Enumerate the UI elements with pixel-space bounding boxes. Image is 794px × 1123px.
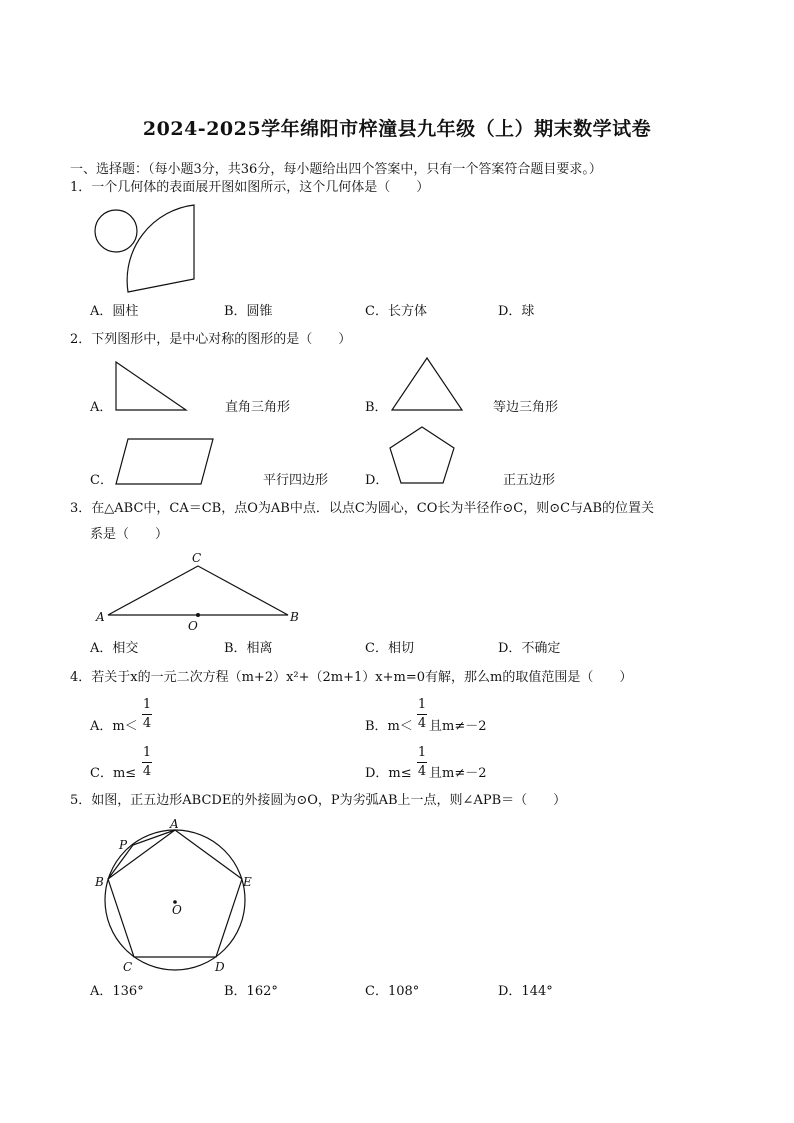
q4-d-numerator: 1 (417, 745, 427, 760)
q4-option-a[interactable]: A．m＜ (90, 719, 138, 734)
q3-option-d[interactable]: D．不确定 (498, 641, 561, 656)
q4-c-numerator: 1 (142, 745, 152, 760)
q2-option-c[interactable]: C． (90, 473, 113, 488)
page-title: 2024-2025学年绵阳市梓潼县九年级（上）期末数学试卷 (142, 118, 652, 140)
q4-a-numerator: 1 (142, 697, 152, 712)
q4-a-denominator: 4 (142, 716, 152, 731)
q5-option-d[interactable]: D．144° (498, 984, 553, 999)
q4-d-denominator: 4 (417, 764, 427, 779)
question-1-stem: 1．一个几何体的表面展开图如图所示，这个几何体是（ ） (70, 180, 430, 195)
q5-point-e-label: E (243, 875, 252, 889)
q2-option-a[interactable]: A． (90, 400, 113, 415)
q3-point-o-label: O (188, 619, 198, 633)
q4-option-b[interactable]: B．m＜ (365, 719, 413, 734)
q2-name-a: 直角三角形 (225, 400, 291, 415)
q4-b-numerator: 1 (417, 697, 427, 712)
q3-point-a-label: A (96, 610, 105, 624)
q5-point-a-label: A (170, 817, 179, 831)
q2-name-d: 正五边形 (503, 473, 556, 488)
section-heading: 一、选择题：（每小题3分，共36分，每小题给出四个答案中，只有一个答案符合题目要求。） (70, 162, 602, 177)
question-4-stem: 4．若关于x的一元二次方程（m+2）x²+（2m+1）x+m=0有解，那么m的取值范围是（ ） (70, 670, 633, 685)
q3-point-c-label: C (192, 551, 202, 565)
q4-option-d[interactable]: D．m≤ (365, 766, 412, 781)
question-2-stem: 2．下列图形中，是中心对称的图形的是（ ） (70, 332, 352, 347)
question-3-stem-line1: 3．在△ABC中，CA＝CB，点O为AB中点．以点C为圆心，CO长为半径作⊙C，则⊙C与AB的位置关 (70, 501, 655, 516)
q1-option-b[interactable]: B．圆锥 (224, 304, 273, 319)
q5-option-c[interactable]: C．108° (365, 984, 420, 999)
q4-d-condition: 且m≠－2 (429, 766, 487, 781)
q5-point-b-label: B (95, 875, 104, 889)
q5-point-c-label: C (123, 960, 133, 974)
q1-option-d[interactable]: D．球 (498, 304, 535, 319)
q5-point-d-label: D (215, 960, 225, 974)
q4-b-condition: 且m≠－2 (429, 719, 487, 734)
q1-option-a[interactable]: A．圆柱 (90, 304, 139, 319)
q5-point-o-label: O (172, 903, 182, 917)
q1-option-c[interactable]: C．长方体 (365, 304, 427, 319)
q5-option-a[interactable]: A．136° (90, 984, 144, 999)
q2-option-b[interactable]: B． (365, 400, 388, 415)
q3-option-a[interactable]: A．相交 (90, 641, 139, 656)
question-3-stem-line2: 系是（ ） (90, 527, 169, 542)
q4-option-c[interactable]: C．m≤ (90, 766, 137, 781)
question-5-stem: 5．如图，正五边形ABCDE的外接圆为⊙O，P为劣弧AB上一点，则∠APB＝（ ） (70, 793, 567, 808)
q2-option-d[interactable]: D． (365, 473, 389, 488)
q4-c-denominator: 4 (142, 764, 152, 779)
q2-name-c: 平行四边形 (263, 473, 329, 488)
q5-option-b[interactable]: B．162° (224, 984, 278, 999)
q3-point-b-label: B (290, 610, 299, 624)
q5-point-p-label: P (119, 838, 128, 852)
q2-name-b: 等边三角形 (493, 400, 559, 415)
q3-option-c[interactable]: C．相切 (365, 641, 414, 656)
q4-b-denominator: 4 (417, 716, 427, 731)
q3-option-b[interactable]: B．相离 (224, 641, 273, 656)
